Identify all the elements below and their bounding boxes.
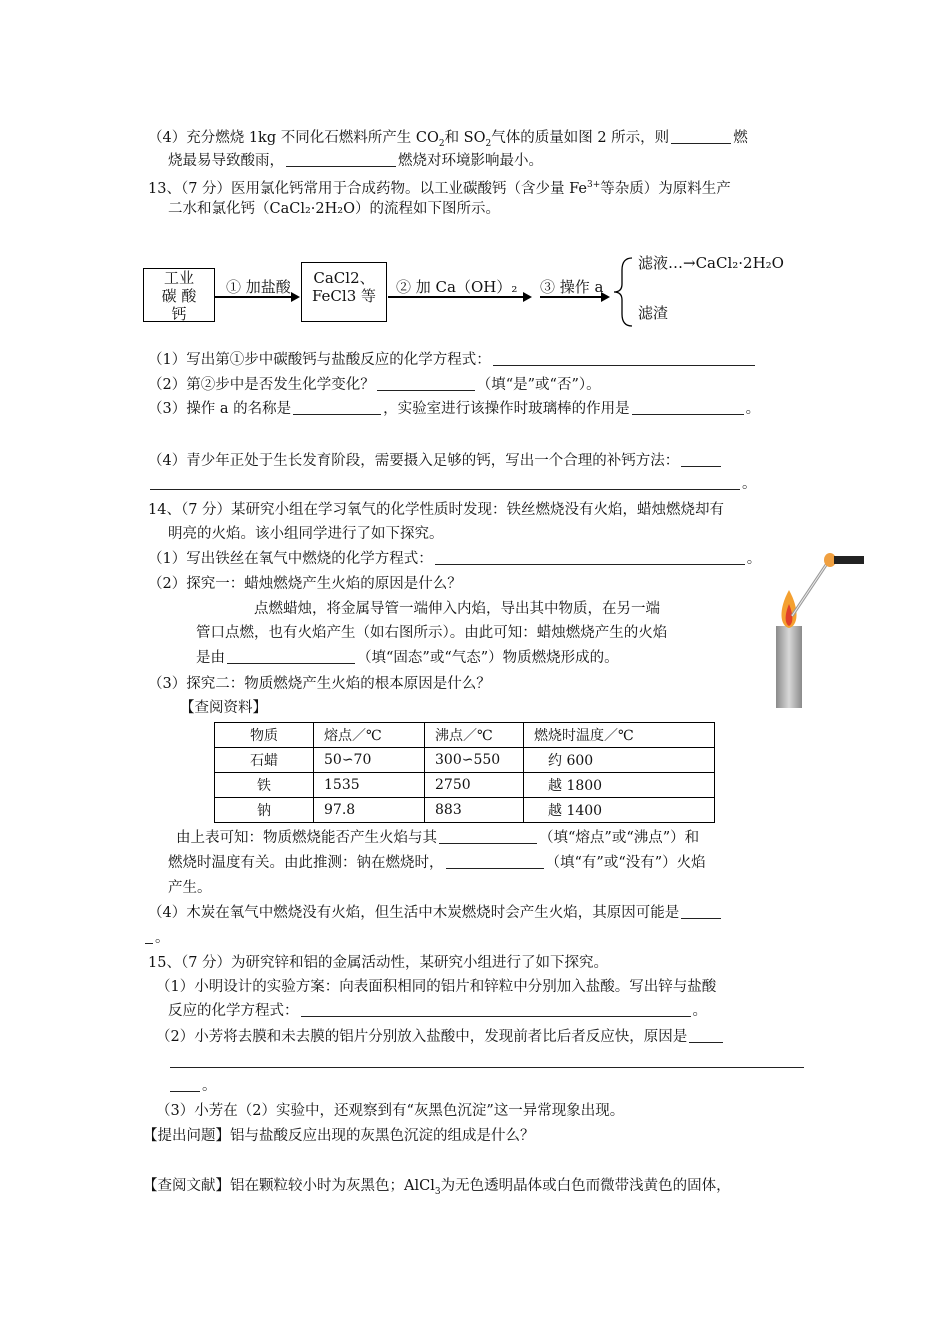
answer-blank[interactable] <box>493 355 755 366</box>
q15-1-line2: 反应的化学方程式： 。 <box>168 1003 707 1019</box>
flow-arrow-3 <box>540 296 608 298</box>
table-cell: 300∽550 <box>425 748 524 773</box>
table-cell: 石蜡 <box>215 748 314 773</box>
q14-2: （2）探究一：蜡烛燃烧产生火焰的原因是什么？ <box>148 576 462 592</box>
table-cell: 1535 <box>314 773 425 798</box>
q13-4-line2: 。 <box>148 474 757 494</box>
answer-blank[interactable] <box>301 1006 691 1017</box>
flow-step1-label: ① 加盐酸 <box>226 278 291 296</box>
q15-1-line1: （1）小明设计的实验方案：向表面积相同的铝片和锌粒中分别加入盐酸。写出锌与盐酸 <box>156 979 717 995</box>
table-cell: 2750 <box>425 773 524 798</box>
answer-blank[interactable] <box>632 404 744 415</box>
q14-4-line2: 。 <box>143 928 170 948</box>
q14-conclusion-line2: 燃烧时温度有关。由此推测：钠在燃烧时， （填“有”或“没有”）火焰 <box>168 855 706 871</box>
flow-step2-label: ② 加 Ca（OH）₂ <box>396 278 518 296</box>
table-cell: 铁 <box>215 773 314 798</box>
q14-2-text-line3: 是由 （填“固态”或“气态”）物质燃烧形成的。 <box>196 650 619 666</box>
q13-2: （2）第②步中是否发生化学变化？ （填“是”或“否”）。 <box>148 377 601 393</box>
answer-blank[interactable] <box>446 858 544 869</box>
flow-box-raw-material: 工业 碳 酸 钙 <box>143 268 215 322</box>
answer-blank[interactable] <box>286 156 396 167</box>
q15-literature: 【查阅文献】铝在颗粒较小时为灰黑色；AlCl$_3$为无色透明晶体或白色而微带浅黄色的固体， <box>143 1178 731 1197</box>
q13-3: （3）操作 a 的名称是 ，实验室进行该操作时玻璃棒的作用是 。 <box>148 401 761 417</box>
table-cell: 约 600 <box>524 748 715 773</box>
matchstick <box>834 556 864 564</box>
table-row <box>215 798 715 823</box>
answer-blank[interactable] <box>377 380 475 391</box>
q14-ref-label: 【查阅资料】 <box>180 700 267 716</box>
answer-blank[interactable] <box>681 456 721 467</box>
table-row <box>215 773 715 798</box>
flow-arrow-1 <box>214 296 298 298</box>
answer-blank[interactable] <box>170 1081 200 1092</box>
flow-output-filtrate: 滤液…→CaCl₂·2H₂O <box>638 254 784 272</box>
flow-output-residue: 滤渣 <box>638 304 669 322</box>
candle-experiment-illustration <box>768 540 868 710</box>
q12-4-line2: 烧最易导致酸雨， 燃烧对环境影响最小。 <box>168 153 543 169</box>
answer-blank[interactable] <box>439 833 537 844</box>
q15-2: （2）小芳将去膜和未去膜的铝片分别放入盐酸中，发现前者比后者反应快，原因是 <box>156 1027 725 1047</box>
table-cell: 钠 <box>215 798 314 823</box>
flow-arrow-2 <box>388 296 530 298</box>
q14-conclusion-line3: 产生。 <box>168 880 212 896</box>
flow-box-solution: CaCl2、 FeCl3 等 <box>301 262 387 322</box>
answer-blank[interactable] <box>671 133 731 144</box>
table-cell: 越 1400 <box>524 798 715 823</box>
table-cell: 50∽70 <box>314 748 425 773</box>
q13-4: （4）青少年正处于生长发育阶段，需要摄入足够的钙，写出一个合理的补钙方法： <box>148 451 723 471</box>
answer-blank[interactable] <box>145 933 153 944</box>
table-header-cell: 燃烧时温度／℃ <box>524 723 715 748</box>
candle-body <box>776 626 802 708</box>
q13-head-line1: 13、（7 分）医用氯化钙常用于合成药物。以工业碳酸钙（含少量 $Fe^{3+}$等杂质）为原料生产 <box>148 180 731 197</box>
table-row <box>215 748 715 773</box>
table-cell: 883 <box>425 798 524 823</box>
flow-step3-label: ③ 操作 a <box>540 278 604 296</box>
q14-3: （3）探究二：物质燃烧产生火焰的根本原因是什么？ <box>148 676 491 692</box>
q15-3: （3）小芳在（2）实验中，还观察到有“灰黑色沉淀”这一异常现象出现。 <box>156 1103 625 1119</box>
q15-2-line2 <box>168 1052 806 1072</box>
answer-blank[interactable] <box>227 653 355 664</box>
properties-table <box>214 722 715 823</box>
answer-blank[interactable] <box>435 554 745 565</box>
q13-head-line2: 二水和氯化钙（CaCl₂·2H₂O）的流程如下图所示。 <box>168 201 500 217</box>
answer-blank[interactable] <box>293 404 381 415</box>
table-cell: 越 1800 <box>524 773 715 798</box>
q14-2-text-line1: 点燃蜡烛，将金属导管一端伸入内焰，导出其中物质，在另一端 <box>254 601 660 617</box>
answer-blank[interactable] <box>170 1057 804 1068</box>
q14-2-text-line2: 管口点燃，也有火焰产生（如右图所示）。由此可知：蜡烛燃烧产生的火焰 <box>196 625 668 641</box>
table-header-row <box>215 723 715 748</box>
q14-4: （4）木炭在氧气中燃烧没有火焰，但生活中木炭燃烧时会产生火焰，其原因可能是 <box>148 903 723 923</box>
table-header-cell: 熔点／℃ <box>314 723 425 748</box>
answer-blank[interactable] <box>681 908 721 919</box>
q15-2-line3: 。 <box>168 1076 217 1096</box>
q15-head: 15、（7 分）为研究锌和铝的金属活动性，某研究小组进行了如下探究。 <box>148 955 609 971</box>
answer-blank[interactable] <box>689 1032 723 1043</box>
table-cell: 97.8 <box>314 798 425 823</box>
table-header-cell: 沸点／℃ <box>425 723 524 748</box>
q14-conclusion-line1: 由上表可知：物质燃烧能否产生火焰与其 （填“熔点”或“沸点”）和 <box>176 830 700 846</box>
q12-4-line1: （4）充分燃烧 1kg 不同化石燃料所产生 $CO_2$和 $SO_2$气体的质量如图 2 所示，则 燃 <box>148 130 748 149</box>
table-header-cell: 物质 <box>215 723 314 748</box>
q14-head-line2: 明亮的火焰。该小组同学进行了如下探究。 <box>168 526 444 542</box>
q15-problem: 【提出问题】铝与盐酸反应出现的灰黑色沉淀的组成是什么？ <box>143 1128 535 1144</box>
answer-blank[interactable] <box>150 479 740 490</box>
q13-1: （1）写出第①步中碳酸钙与盐酸反应的化学方程式： <box>148 350 757 370</box>
q14-head-line1: 14、（7 分）某研究小组在学习氧气的化学性质时发现：铁丝燃烧没有火焰，蜡烛燃烧却有 <box>148 502 725 518</box>
q14-1: （1）写出铁丝在氧气中燃烧的化学方程式： 。 <box>148 551 762 567</box>
flow-brace <box>612 256 638 328</box>
